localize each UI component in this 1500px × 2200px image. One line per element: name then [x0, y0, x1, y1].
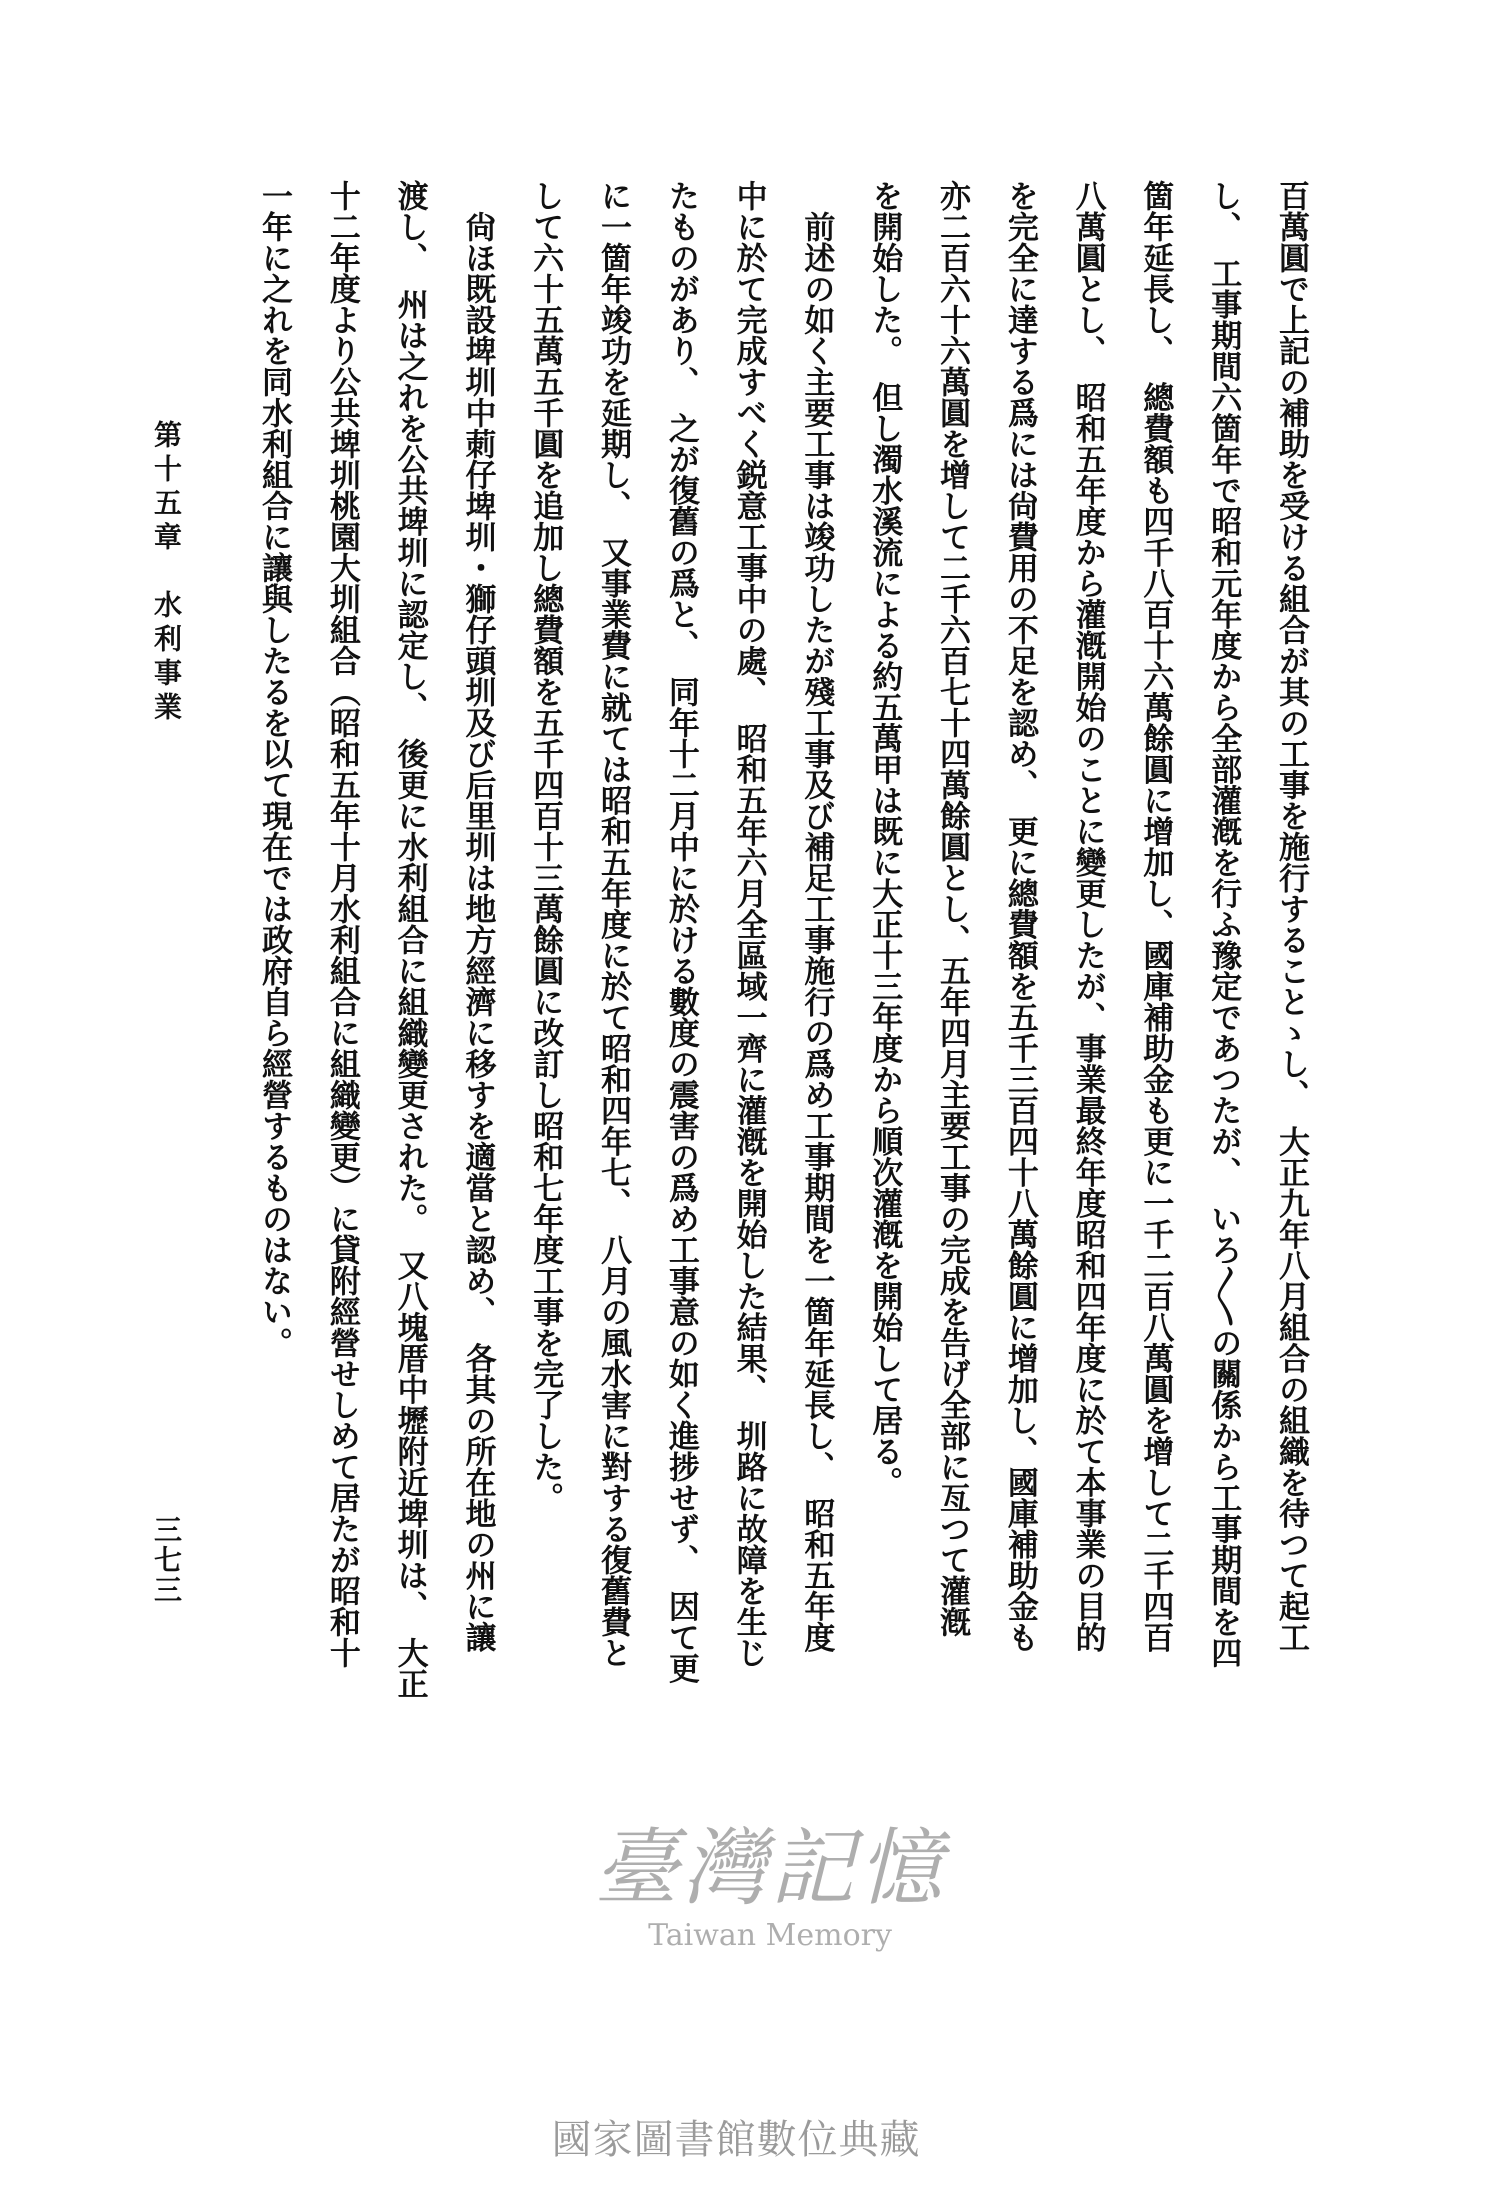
text-column: 一年に之れを同水利組合に讓與したるを以て現在では政府自ら經營するものはない。	[256, 180, 293, 1358]
text-column: 十二年度より公共埤圳桃園大圳組合（昭和五年十月水利組合に組織變更）に貸附經營せしめて居たが昭和十	[323, 180, 360, 1668]
text-column: たものがあり、 之が復舊の爲と、 同年十二月中に於ける數度の震害の爲め工事意の如く進捗せず、 因て更	[662, 180, 699, 1684]
text-column: 亦二百六十六萬圓を增して二千六百七十四萬餘圓とし、五年四月主要工事の完成を告げ全部に亙つて灌漑	[934, 180, 971, 1637]
vertical-body-text	[239, 180, 1324, 1699]
text-column: 尙ほ既設埤圳中莿仔埤圳・獅仔頭圳及び后里圳は地方經濟に移すを適當と認め、 各其の所在地の州に讓	[459, 180, 496, 1653]
text-column: に一箇年竣功を延期し、 又事業費に就ては昭和五年度に於て昭和四年七、 八月の風水害に對する復舊費と	[595, 180, 632, 1668]
text-column: を開始した。 但し濁水溪流による約五萬甲は既に大正十三年度から順次灌漑を開始して居る。	[866, 180, 903, 1498]
text-column: 渡し、 州は之れを公共埤圳に認定し、 後更に水利組合に組織變更された。 又八塊厝中壢附近埤圳は、 大正	[391, 180, 428, 1699]
chapter-title: 第十五章 水利事業	[150, 420, 183, 726]
text-column: し、 工事期間六箇年で昭和元年度から全部灌漑を行ふ豫定であつたが、 いろ〳〵の關係から工事期間を四	[1205, 180, 1242, 1668]
text-column: を完全に達する爲には尙費用の不足を認め、 更に總費額を五千三百四十八萬餘圓に增加し、國庫補助金も	[1001, 180, 1038, 1653]
page-number: 三七三	[150, 1515, 183, 1605]
text-column: 百萬圓で上記の補助を受ける組合が其の工事を施行することゝし、 大正九年八月組合の組織を待つて起工	[1273, 180, 1309, 1653]
watermark-logo-chinese: 臺灣記憶	[593, 1819, 946, 1917]
text-column: 八萬圓とし、 昭和五年度から灌漑開始のことに變更したが、事業最終年度昭和四年度に於て本事業の目的	[1069, 180, 1106, 1653]
text-column: 前述の如く主要工事は竣功したが殘工事及び補足工事施行の爲め工事期間を一箇年延長し、 昭和五年度	[798, 180, 835, 1653]
text-column: 箇年延長し、 總費額も四千八百十六萬餘圓に增加し、國庫補助金も更に一千二百八萬圓を增して二千四百	[1137, 180, 1174, 1653]
collection-label: 國家圖書館數位典藏	[551, 2117, 921, 2163]
taiwan-memory-watermark-logo	[560, 1820, 980, 1956]
watermark-logo-english: Taiwan Memory	[648, 1918, 892, 1953]
text-column: 中に於て完成すべく鋭意工事中の處、 昭和五年六月全區域一齊に灌漑を開始した結果、 圳路に故障を生じ	[730, 180, 767, 1668]
text-column: して六十五萬五千圓を追加し總費額を五千四百十三萬餘圓に改訂し昭和七年度工事を完了した。	[527, 180, 564, 1513]
